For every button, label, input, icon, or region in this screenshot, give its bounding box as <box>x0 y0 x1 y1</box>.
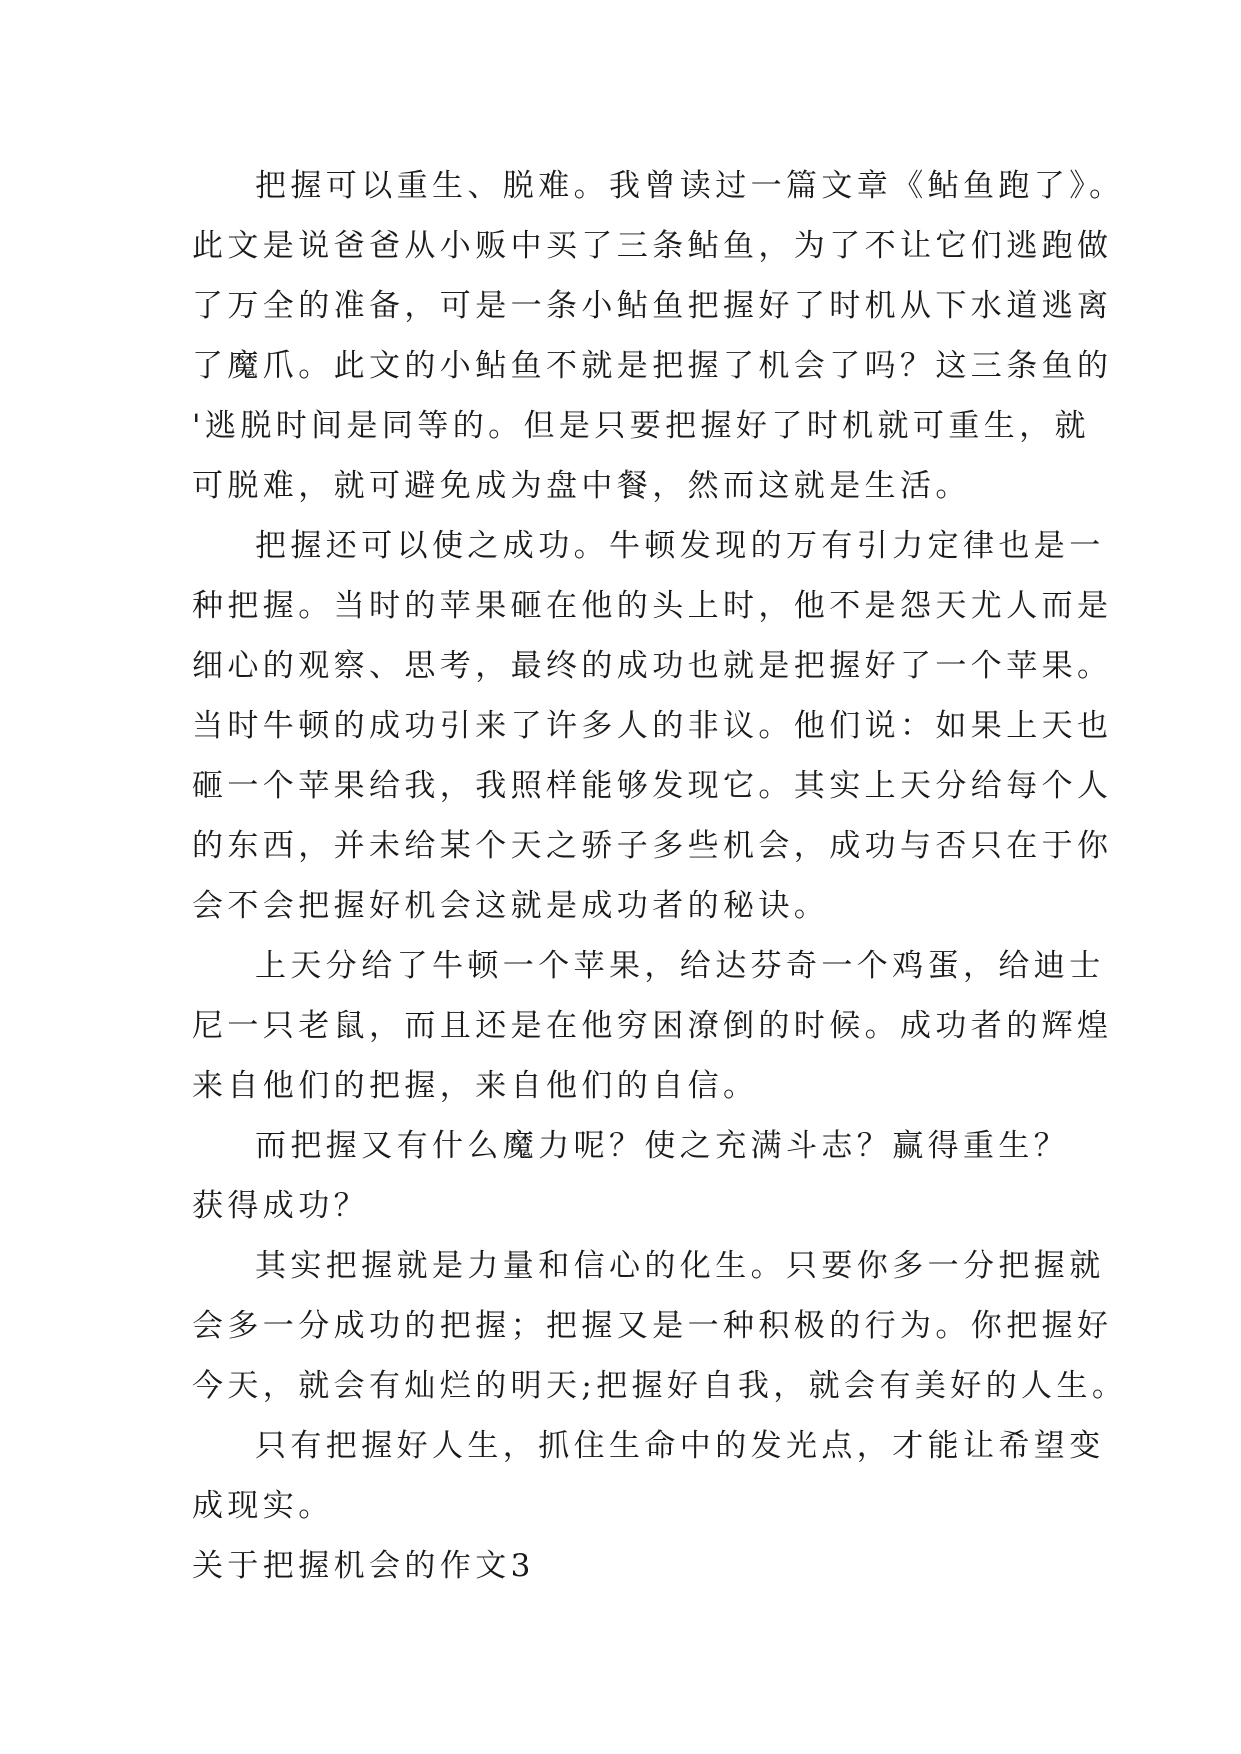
paragraph-line: 了万全的准备，可是一条小鲇鱼把握好了时机从下水道逃离 <box>192 288 1113 324</box>
paragraph-line: 获得成功？ <box>192 1188 369 1224</box>
paragraph-line: 当时牛顿的成功引来了许多人的非议。他们说：如果上天也 <box>192 708 1113 744</box>
paragraph-line: 成现实。 <box>192 1488 334 1524</box>
paragraph-line: 来自他们的把握，来自他们的自信。 <box>192 1068 759 1104</box>
section-heading: 关于把握机会的作文3 <box>192 1548 535 1584</box>
paragraph-line: 细心的观察、思考，最终的成功也就是把握好了一个苹果。 <box>192 648 1113 684</box>
paragraph-line: 尼一只老鼠，而且还是在他穷困潦倒的时候。成功者的辉煌 <box>192 1008 1113 1044</box>
paragraph-line: 砸一个苹果给我，我照样能够发现它。其实上天分给每个人 <box>192 768 1113 804</box>
paragraph-line: 会不会把握好机会这就是成功者的秘诀。 <box>192 888 830 924</box>
paragraph-line: 的东西，并未给某个天之骄子多些机会，成功与否只在于你 <box>192 828 1113 864</box>
paragraph-line: 了魔爪。此文的小鲇鱼不就是把握了机会了吗？这三条鱼的 <box>192 348 1113 384</box>
essay-body <box>192 156 1128 1596</box>
paragraph-line: 把握还可以使之成功。牛顿发现的万有引力定律也是一 <box>255 528 1105 564</box>
paragraph-line: 种把握。当时的苹果砸在他的头上时，他不是怨天尤人而是 <box>192 588 1113 624</box>
paragraph-line: 会多一分成功的把握；把握又是一种积极的行为。你把握好 <box>192 1308 1113 1344</box>
paragraph-line: 只有把握好人生，抓住生命中的发光点，才能让希望变 <box>255 1428 1105 1464</box>
paragraph-line: 把握可以重生、脱难。我曾读过一篇文章《鲇鱼跑了》。 <box>255 168 1125 204</box>
paragraph-line: '逃脱时间是同等的。但是只要把握好了时机就可重生，就 <box>192 408 1090 444</box>
paragraph-line: 可脱难，就可避免成为盘中餐，然而这就是生活。 <box>192 468 971 504</box>
paragraph-line: 今天，就会有灿烂的明天;把握好自我，就会有美好的人生。 <box>192 1368 1128 1404</box>
paragraph-line: 此文是说爸爸从小贩中买了三条鲇鱼，为了不让它们逃跑做 <box>192 228 1113 264</box>
paragraph-line: 而把握又有什么魔力呢？使之充满斗志？赢得重生？ <box>255 1128 1070 1164</box>
paragraph-line: 其实把握就是力量和信心的化生。只要你多一分把握就 <box>255 1248 1105 1284</box>
paragraph-line: 上天分给了牛顿一个苹果，给达芬奇一个鸡蛋，给迪士 <box>255 948 1105 984</box>
